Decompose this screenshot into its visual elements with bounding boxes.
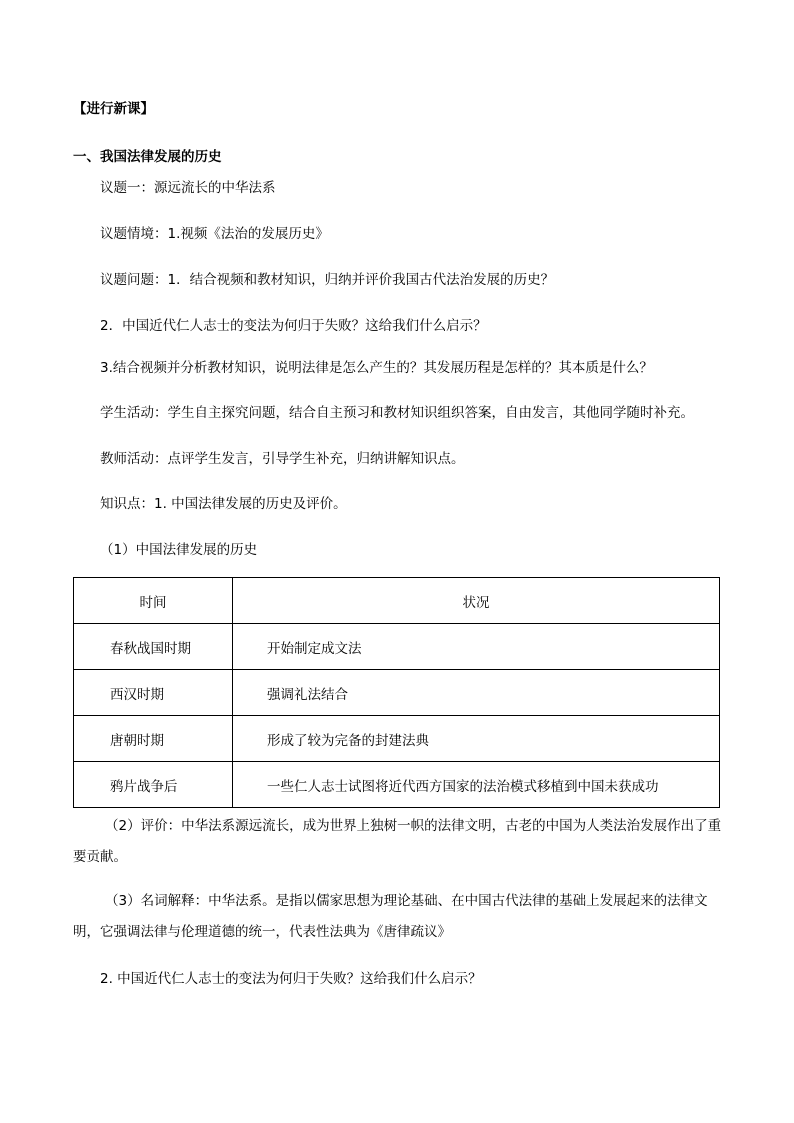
evaluation-paragraph: （2）评价：中华法系源远流长，成为世界上独树一帜的法律文明，古老的中国为人类法治发展作出了重要贡献。	[73, 818, 722, 865]
point-2: 2. 中国近代仁人志士的变法为何归于失败？这给我们什么启示？	[100, 971, 482, 987]
law-history-table	[73, 577, 720, 808]
sub-heading: （1）中国法律发展的历史	[100, 542, 258, 558]
column-header-time: 时间	[74, 578, 233, 624]
definition-paragraph: （3）名词解释：中华法系。是指以儒家思想为理论基础、在中国古代法律的基础上发展起来的法律文明，它强调法律与伦理道德的统一，代表性法典为《唐律疏议》	[73, 893, 708, 940]
period-cell: 唐朝时期	[74, 716, 233, 762]
state-cell: 一些仁人志士试图将近代西方国家的法治模式移植到中国未获成功	[233, 762, 720, 808]
state-cell: 形成了较为完备的封建法典	[233, 716, 720, 762]
period-cell: 鸦片战争后	[74, 762, 233, 808]
question-3: 3.结合视频并分析教材知识，说明法律是怎么产生的？其发展历程是怎样的？其本质是什么？	[100, 360, 653, 376]
column-header-status: 状况	[233, 578, 720, 624]
knowledge-point: 知识点：1. 中国法律发展的历史及评价。	[100, 496, 347, 512]
table-row	[74, 670, 720, 716]
table-header-row	[74, 578, 720, 624]
section-title: 一、我国法律发展的历史	[73, 149, 222, 165]
state-cell: 开始制定成文法	[233, 624, 720, 670]
question-2: 2．中国近代仁人志士的变法为何归于失败？这给我们什么启示？	[100, 318, 487, 334]
table-row	[74, 624, 720, 670]
teacher-activity: 教师活动：点评学生发言，引导学生补充，归纳讲解知识点。	[100, 451, 465, 467]
table-row	[74, 716, 720, 762]
table-row	[74, 762, 720, 808]
student-activity: 学生活动：学生自主探究问题，结合自主预习和教材知识组织答案，自由发言，其他同学随时补充。	[100, 405, 694, 421]
state-cell: 强调礼法结合	[233, 670, 720, 716]
period-cell: 春秋战国时期	[74, 624, 233, 670]
question-1: 议题问题：1．结合视频和教材知识，归纳并评价我国古代法治发展的历史？	[100, 272, 555, 288]
topic-line: 议题一：源远流长的中华法系	[100, 180, 276, 196]
period-cell: 西汉时期	[74, 670, 233, 716]
lesson-heading: 【进行新课】	[73, 101, 154, 117]
scenario-line: 议题情境：1.视频《法治的发展历史》	[100, 226, 329, 242]
